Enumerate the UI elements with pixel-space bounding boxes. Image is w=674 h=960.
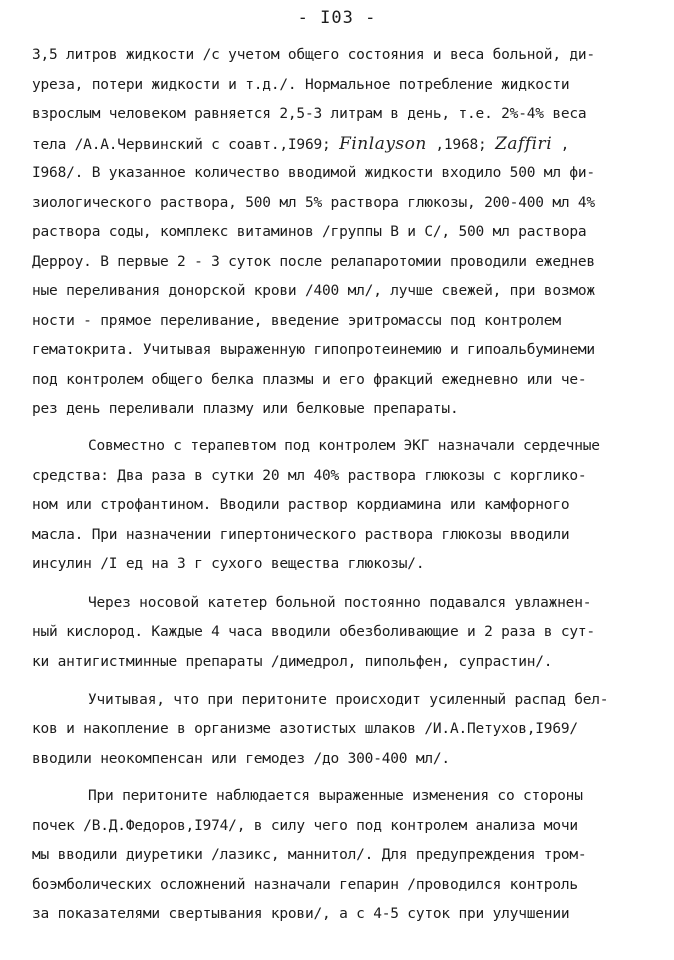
text-line: почек /В.Д.Федоров,I974/, в силу чего под контролем анализа мочи [32, 817, 578, 834]
handwritten-name: Finlayson [339, 133, 427, 154]
text-line: Через носовой катетер больной постоянно подавался увлажнен- [88, 594, 592, 611]
text-fragment: , [560, 136, 570, 153]
text-line: инсулин /I ед на 3 г сухого вещества глюкозы/. [32, 556, 425, 573]
text-line: I968/. В указанное количество вводимой жидкости входило 500 мл фи- [32, 165, 595, 181]
text-line: боэмболических осложнений назначали гепарин /проводился контроль [32, 876, 578, 893]
text-line: ный кислород. Каждые 4 часа вводили обезболивающие и 2 раза в сут- [32, 624, 595, 640]
text-line: При перитоните наблюдается выраженные изменения со стороны [88, 788, 583, 804]
text-line: мы вводили диуретики /лазикс, маннитол/. Для предупреждения тром- [32, 847, 587, 863]
text-line: взрослым человеком равняется 2,5-3 литрам в день, т.е. 2%-4% веса [32, 106, 587, 122]
text-line: ков и накопление в организме азотистых шлаков /И.А.Петухов,I969/ [32, 721, 578, 738]
text-fragment: тела /А.А.Червинский с соавт.,I969; [32, 136, 331, 153]
text-line: Учитывая, что при перитоните происходит усиленный распад бел- [88, 691, 609, 708]
text-line: за показателями свертывания крови/, а с 4-5 суток при улучшении [32, 906, 570, 922]
text-line: вводили неокомпенсан или гемодез /до 300-400 мл/. [32, 750, 450, 767]
handwritten-name: Zaffiri [495, 133, 553, 154]
text-line: средства: Два раза в сутки 20 мл 40% раствора глюкозы с корглико- [32, 467, 587, 484]
text-line-with-handwriting [32, 135, 569, 154]
text-line: раствора соды, комплекс витаминов /группы В и С/, 500 мл раствора [32, 224, 587, 240]
text-line: масла. При назначении гипертонического раствора глюкозы вводили [32, 526, 570, 543]
text-fragment: ,1968; [435, 136, 487, 153]
text-line: уреза, потери жидкости и т.д./. Нормальное потребление жидкости [32, 76, 570, 93]
text-line: рез день переливали плазму или белковые препараты. [32, 401, 459, 417]
page-number: - I03 - [297, 8, 377, 28]
text-line: Дерроу. В первые 2 - 3 суток после релапаротомии проводили ежеднев [32, 253, 595, 270]
text-line: ки антигистминные препараты /димедрол, пипольфен, супрастин/. [32, 653, 553, 670]
text-line: ности - прямое переливание, введение эритромассы под контролем [32, 312, 561, 329]
text-line: гематокрита. Учитывая выраженную гипопротеинемию и гипоальбуминеми [32, 342, 595, 358]
text-line: Совместно с терапевтом под контролем ЭКГ назначали сердечные [88, 438, 600, 455]
text-line: ные переливания донорской крови /400 мл/, лучше свежей, при возмож [32, 283, 595, 299]
text-line: 3,5 литров жидкости /с учетом общего состояния и веса больной, ди- [32, 47, 595, 63]
text-line: под контролем общего белка плазмы и его фракций ежедневно или че- [32, 371, 587, 388]
text-line: ном или строфантином. Вводили раствор кордиамина или камфорного [32, 497, 570, 514]
text-line: зиологического раствора, 500 мл 5% раствора глюкозы, 200-400 мл 4% [32, 194, 595, 211]
